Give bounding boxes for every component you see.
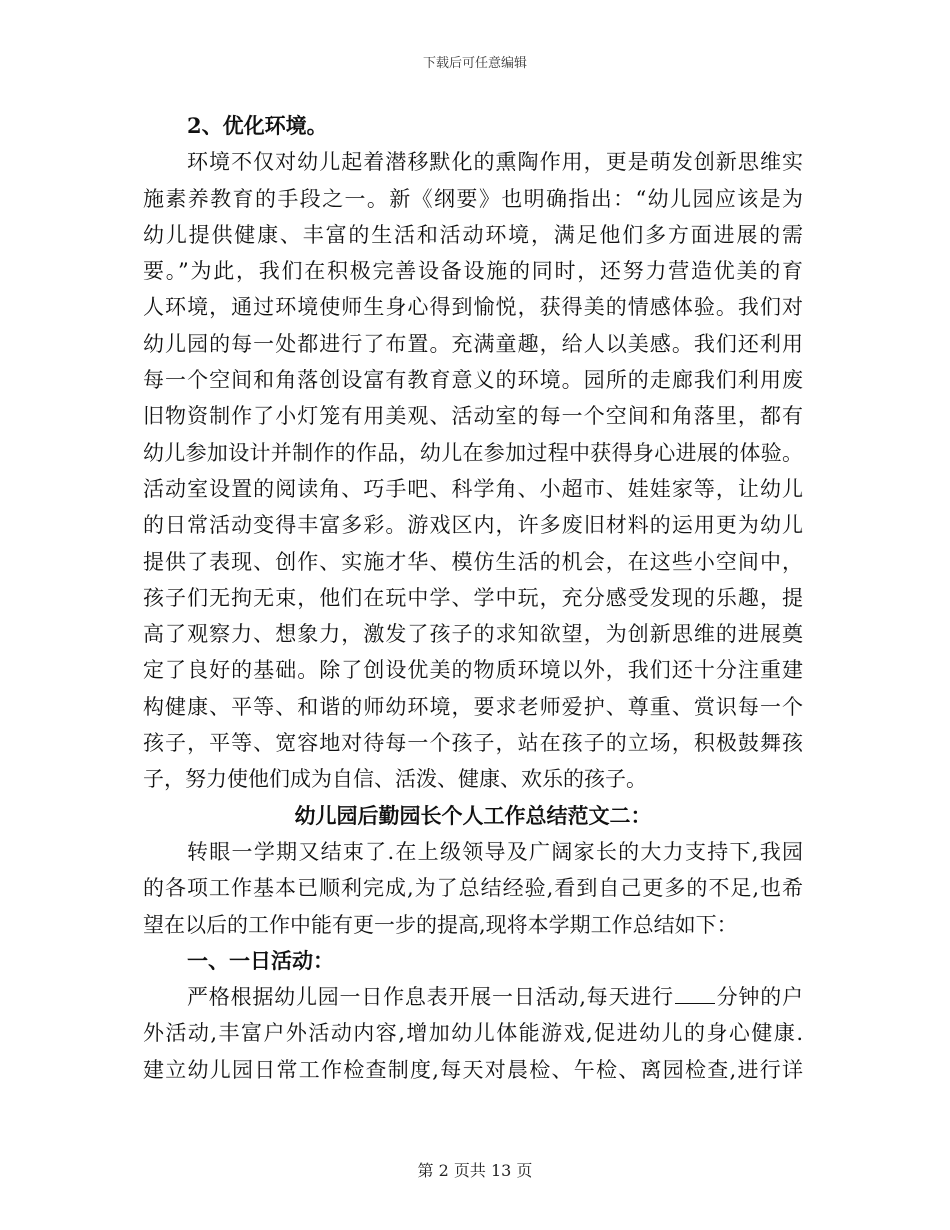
paragraph-line: 子，努力使他们成为自信、活泼、健康、欢乐的孩子。 xyxy=(143,767,647,792)
paragraph-line: 每一个空间和角落创设富有教育意义的环境。园所的走廊我们利用废 xyxy=(143,368,803,393)
fill-in-blank xyxy=(675,983,715,1004)
page-footer: 第 2 页共 13 页 xyxy=(417,1161,533,1180)
paragraph-line: 幼儿园的每一处都进行了布置。充满童趣，给人以美感。我们还利用 xyxy=(143,331,803,356)
paragraph-line: 转眼一学期又结束了.在上级领导及广阔家长的大力支持下,我园 xyxy=(187,839,803,864)
paragraph-line: 的各项工作基本已顺利完成,为了总结经验,看到自己更多的不足,也希 xyxy=(143,876,803,901)
paragraph-line: 要。”为此，我们在积极完善设备设施的同时，还努力营造优美的育 xyxy=(143,259,803,284)
section-heading-environment: 2、优化环境。 xyxy=(187,113,328,138)
paragraph-line-with-blank xyxy=(143,979,803,1015)
paragraph-line: 的日常活动变得丰富多彩。游戏区内，许多废旧材料的运用更为幼儿 xyxy=(143,513,803,538)
section-title-two: 幼儿园后勤园长个人工作总结范文二： xyxy=(294,802,652,828)
paragraph-line: 幼儿参加设计并制作的作品，幼儿在参加过程中获得身心进展的体验。 xyxy=(143,440,803,465)
section-heading-daily: 一、一日活动： xyxy=(187,947,334,973)
paragraph-line: 建立幼儿园日常工作检查制度,每天对晨检、午检、离园检查,进行详 xyxy=(143,1057,803,1082)
paragraph-line: 孩子们无拘无束，他们在玩中学、学中玩，充分感受发现的乐趣，提 xyxy=(143,585,803,610)
paragraph-line: 幼儿提供健康、丰富的生活和活动环境，满足他们多方面进展的需 xyxy=(143,222,803,247)
line-text-after-blank: 分钟的户 xyxy=(715,985,803,1010)
paragraph-line: 孩子，平等、宽容地对待每一个孩子，站在孩子的立场，积极鼓舞孩 xyxy=(143,731,803,756)
paragraph-line: 施素养教育的手段之一。新《纲要》也明确指出：“幼儿园应该是为 xyxy=(143,186,803,211)
line-text-before-blank: 严格根据幼儿园一日作息表开展一日活动,每天进行 xyxy=(187,985,674,1010)
paragraph-line: 定了良好的基础。除了创设优美的物质环境以外，我们还十分注重建 xyxy=(143,658,803,683)
page-header: 下载后可任意编辑 xyxy=(422,56,527,71)
paragraph-line: 提供了表现、创作、实施才华、模仿生活的机会，在这些小空间中， xyxy=(143,549,803,574)
document-body xyxy=(143,108,803,1088)
paragraph-line: 望在以后的工作中能有更一步的提高,现将本学期工作总结如下： xyxy=(143,912,738,937)
paragraph-line: 外活动,丰富户外活动内容,增加幼儿体能游戏,促进幼儿的身心健康. xyxy=(143,1021,803,1046)
paragraph-line: 人环境，通过环境使师生身心得到愉悦，获得美的情感体验。我们对 xyxy=(143,295,803,320)
paragraph-line: 高了观察力、想象力，激发了孩子的求知欲望，为创新思维的进展奠 xyxy=(143,622,803,647)
paragraph-line: 构健康、平等、和谐的师幼环境，要求老师爱护、尊重、赏识每一个 xyxy=(143,694,803,719)
paragraph-line: 环境不仅对幼儿起着潜移默化的熏陶作用，更是萌发创新思维实 xyxy=(187,150,803,175)
paragraph-line: 活动室设置的阅读角、巧手吧、科学角、小超市、娃娃家等，让幼儿 xyxy=(143,476,803,501)
paragraph-line: 旧物资制作了小灯笼有用美观、活动室的每一个空间和角落里，都有 xyxy=(143,404,803,429)
